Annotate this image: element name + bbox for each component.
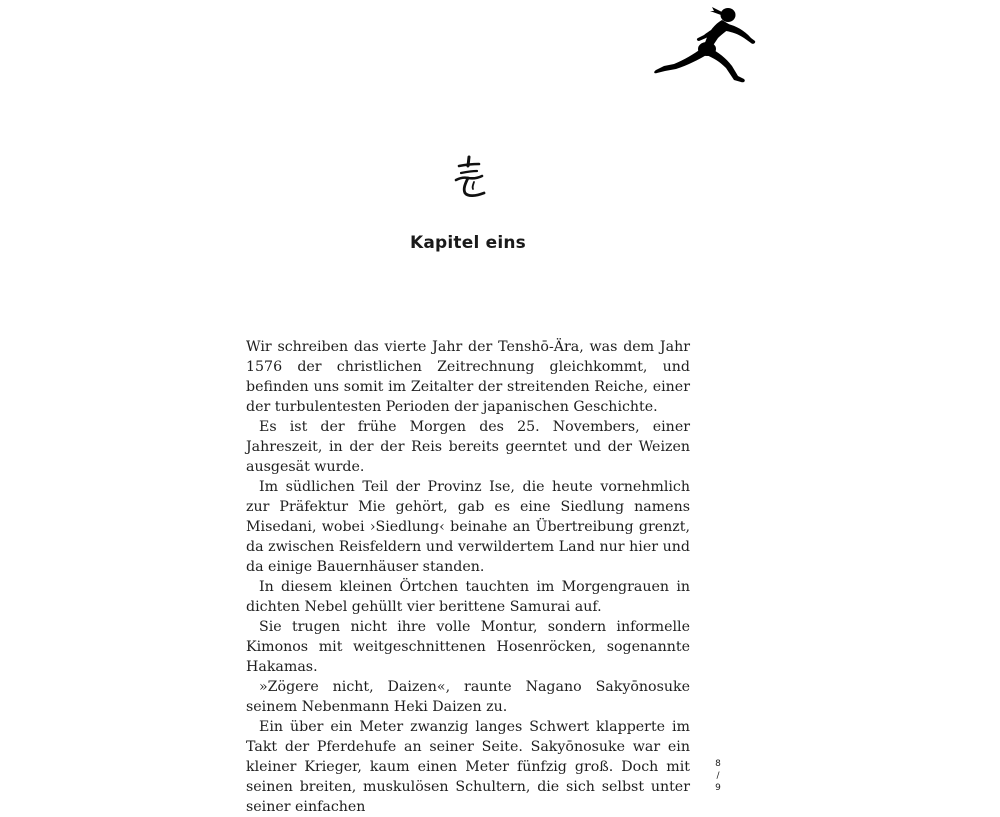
page-number	[708, 758, 728, 794]
paragraph: Wir schreiben das vierte Jahr der Tenshō-Ära, was dem Jahr 1576 der christlichen Zeitrechnung gleichkommt, und befinden uns somit im Zeitalter der streitenden Reiche, einer der turbulentesten Perioden der japanischen Geschichte.	[246, 339, 690, 415]
paragraph: Ein über ein Meter zwanzig langes Schwert klapperte im Takt der Pferdehufe an seiner Seite. Sakyōnosuke war ein kleiner Krieger, kaum einen Meter fünfzig groß. Doch mit seinen breiten, muskulösen Schultern, die sich selbst unter seiner einfachen	[246, 719, 690, 815]
paragraph: Es ist der frühe Morgen des 25. Novembers, einer Jahreszeit, in der der Reis bereits geerntet und der Weizen ausgesät wurde.	[246, 419, 690, 475]
kanji-one-ornament-icon	[448, 154, 490, 200]
page-number-separator: /	[716, 771, 720, 781]
chapter-title: Kapitel eins	[409, 233, 527, 253]
page-number-current: 8	[715, 759, 721, 769]
paragraph: In diesem kleinen Örtchen tauchten im Morgengrauen in dichten Nebel gehüllt vier berittene Samurai auf.	[246, 579, 690, 615]
chapter-body-text	[246, 337, 690, 817]
paragraph: Im südlichen Teil der Provinz Ise, die heute vornehmlich zur Präfektur Mie gehört, gab es eine Siedlung namens Misedani, wobei ›Siedlung‹ beinahe an Übertreibung grenzt, da zwischen Reisfeldern und verwildertem Land nur hier und da einige Bauernhäuser standen.	[246, 479, 690, 575]
paragraph: Sie trugen nicht ihre volle Montur, sondern informelle Kimonos mit weitgeschnittenen Hosenröcken, sogenannte Hakamas.	[246, 619, 690, 675]
running-ninja-icon	[652, 4, 758, 86]
paragraph: »Zögere nicht, Daizen«, raunte Nagano Sakyōnosuke seinem Nebenmann Heki Daizen zu.	[246, 679, 690, 715]
page-number-next: 9	[715, 783, 721, 793]
